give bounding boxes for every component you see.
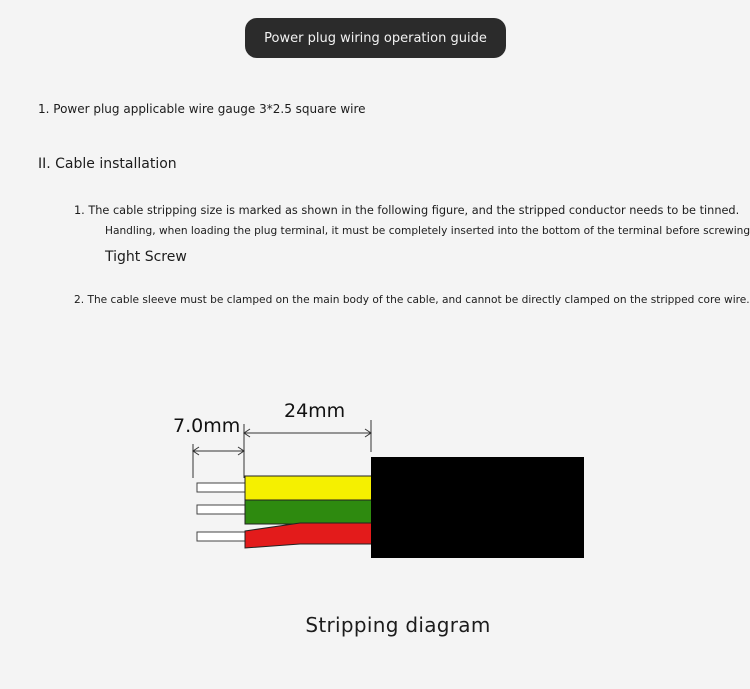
sheath-length-label: 24mm (284, 400, 346, 422)
guide-title: Power plug wiring operation guide (264, 30, 487, 46)
instruction-1-line-1: 1. The cable stripping size is marked as shown in the following figure, and the stripped conductor needs to be tinned. (74, 204, 740, 217)
cable-sheath (371, 457, 584, 558)
bare-conductor-tip (197, 505, 245, 514)
instruction-1-line-2: Handling, when loading the plug terminal, it must be completely inserted into the bottom of the terminal before screwing (105, 225, 750, 237)
bare-conductor-tip (197, 483, 245, 492)
yellow-wire (245, 476, 373, 500)
diagram-caption: Stripping diagram (305, 613, 491, 637)
bare-conductor-tip (197, 532, 245, 541)
strip-length-label: 7.0mm (173, 415, 241, 437)
wire-gauge-text: 1. Power plug applicable wire gauge 3*2.5 square wire (38, 102, 366, 116)
cable-installation-heading: II. Cable installation (38, 156, 177, 172)
red-wire (245, 523, 373, 548)
green-wire (245, 500, 373, 524)
instruction-2: 2. The cable sleeve must be clamped on the main body of the cable, and cannot be directly clamped on the stripped core wire. (74, 294, 750, 306)
instruction-1-line-3: Tight Screw (105, 249, 187, 265)
